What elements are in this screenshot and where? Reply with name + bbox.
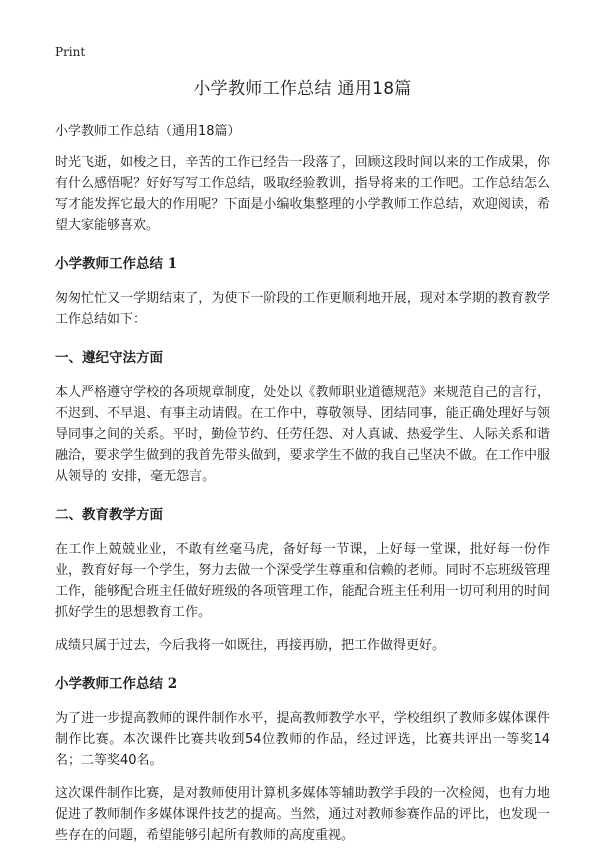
section-2-paragraph-2: 这次课件制作比赛，是对教师使用计算机多媒体等辅助教学手段的一次检阅，也有力地促进了教师制作多媒体课件技艺的提高。当然，通过对教师参赛作品的评比，也发现一些存在的问题，希望能够引起所有教师的高度重视。 xyxy=(55,786,550,843)
section-1-heading: 小学教师工作总结 1 xyxy=(55,256,178,272)
section-1-paragraph: 匆匆忙忙又一学期结束了，为使下一阶段的工作更顺利地开展，现对本学期的教育教学工作总结如下： xyxy=(55,291,550,327)
page-title: 小学教师工作总结 通用18篇 xyxy=(193,79,412,99)
intro-paragraph: 时光飞逝，如梭之日，辛苦的工作已经告一段落了，回顾这段时间以来的工作成果，你有什么感悟呢？好好写写工作总结，吸取经验教训，指导将来的工作吧。工作总结怎么写才能发挥它最大的作用呢？下面是小编收集整理的小学教师工作总结，欢迎阅读，希望大家能够喜欢。 xyxy=(55,155,550,233)
print-link[interactable]: Print xyxy=(55,45,86,59)
subsection-teaching-heading: 二、教育教学方面 xyxy=(55,507,163,523)
section-2-heading: 小学教师工作总结 2 xyxy=(55,676,178,692)
section-2-paragraph-1: 为了进一步提高教师的课件制作水平，提高教师教学水平，学校组织了教师多媒体课件制作比赛。本次课件比赛共收到54位教师的作品，经过评选，比赛共评出一等奖14名；二等奖40名。 xyxy=(55,711,550,768)
article-subtitle: 小学教师工作总结（通用18篇） xyxy=(55,124,241,139)
subsection-discipline-paragraph: 本人严格遵守学校的各项规章制度，处处以《教师职业道德规范》来规范自己的言行，不迟到、不早退、有事主动请假。在工作中，尊敬领导、团结同事，能正确处理好与领导同事之间的关系。平时，勤俭节约、任劳任怨、对人真诚、热爱学生、人际关系和谐融洽，要求学生做到的我首先带头做到，要求学生不做的我自己坚决不做。在工作中服从领导的 安排，毫无怨言。 xyxy=(55,385,550,484)
subsection-teaching-paragraph: 在工作上兢兢业业，不敢有丝毫马虎，备好每一节课，上好每一堂课，批好每一份作业，教育好每一个学生，努力去做一个深受学生尊重和信赖的老师。同时不忘班级管理工作，能够配合班主任做好班级的各项管理工作，能配合班主任利用一切可利用的时间抓好学生的思想教育工作。 xyxy=(55,542,550,620)
subsection-discipline-heading: 一、遵纪守法方面 xyxy=(55,350,163,366)
subsection-teaching-conclusion: 成绩只属于过去，今后我将一如既往，再接再励，把工作做得更好。 xyxy=(55,638,446,653)
article xyxy=(55,78,550,858)
